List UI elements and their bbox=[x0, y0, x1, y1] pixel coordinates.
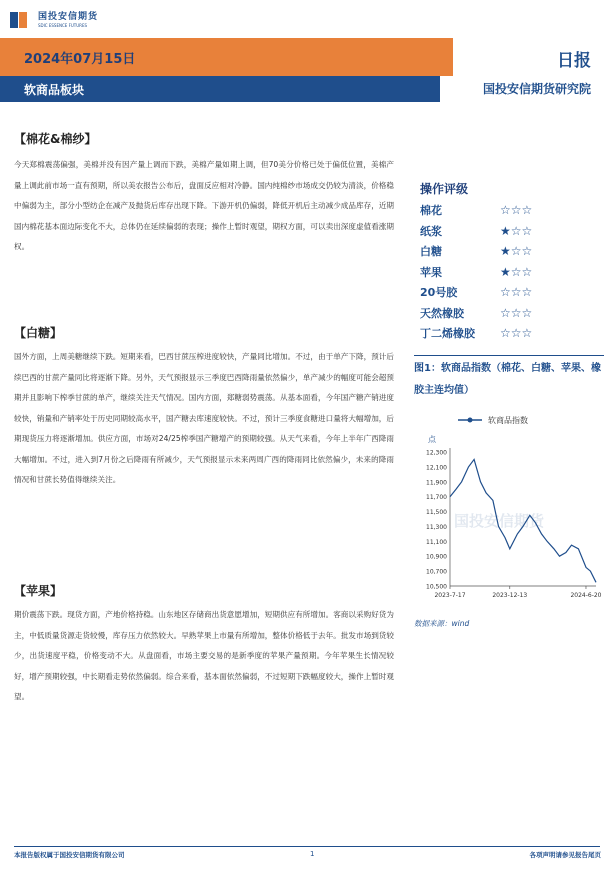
page-number: 1 bbox=[310, 850, 315, 858]
commodity-name: 天然橡胶 bbox=[420, 306, 464, 320]
commodity-name: 白糖 bbox=[420, 245, 442, 259]
star-rating-icon: ★☆☆ bbox=[500, 264, 533, 279]
figure-title: 图1：软商品指数（棉花、白糖、苹果、橡胶主连均值） bbox=[414, 355, 604, 402]
rating-row bbox=[420, 221, 600, 242]
x-tick-label: 2024-6-20 bbox=[570, 592, 602, 599]
section-body: 今天郑棉震荡偏强，美棉并没有因产量上调而下跌，美棉产量如期上调，但70美分价格已处于偏低位置，美棉产量上调此前市场一直有预期，所以美农报告公布后，盘面反应相对冷静。国内纯棉纱市场成交仍较为清淡，价格稳中偏弱为主，部分小型纺企在减产及抛货后库存出现下降。下游开机仍偏弱，降低开机后主动减少成品库存，近期国内棉花基本面边际变化不大，总体仍在延续偏弱的表现；操作上暂时观望，期权方面，可以卖出深度虚值看涨期权。 bbox=[14, 160, 394, 251]
star-rating-icon: ☆☆☆ bbox=[500, 326, 533, 341]
y-tick-label: 11,900 bbox=[426, 479, 447, 487]
x-tick-label: 2023-7-17 bbox=[434, 592, 466, 599]
soft-commodity-chart bbox=[414, 408, 604, 608]
star-rating-icon: ★☆☆ bbox=[500, 223, 533, 238]
commodity-name: 丁二烯橡胶 bbox=[420, 327, 475, 341]
star-rating-icon: ★☆☆ bbox=[500, 244, 533, 259]
section-banner bbox=[0, 76, 440, 102]
copyright-note: 本报告版权属于国投安信期货有限公司 bbox=[14, 851, 125, 859]
rating-row bbox=[420, 262, 600, 283]
y-tick-label: 11,500 bbox=[426, 509, 447, 517]
rating-row bbox=[420, 303, 600, 324]
x-tick-label: 2023-12-13 bbox=[492, 592, 528, 599]
rating-row bbox=[420, 323, 600, 344]
sugar-section bbox=[14, 324, 394, 491]
section-body: 期价震荡下跌。现货方面，产地价格持稳。山东地区存储商出货意愿增加，短期供应有所增加。客商以采购好货为主，中低质量货源走货较慢，库存压力依然较大。早熟苹果上市量有所增加，整体价格低于去年。批发市场到货较少，出货速度平稳，价格变动不大。从盘面看，市场主要交易的是新季度的苹果产量预期。今年苹果生长情况较好，增产预期较强，中长期看走势依然偏弱。综合来看，基本面依然偏弱，不过短期下跌幅度较大，操作上暂时观望。 bbox=[14, 610, 394, 701]
company-logo bbox=[10, 10, 98, 30]
logo-icon bbox=[10, 10, 34, 30]
rating-title: 操作评级 bbox=[420, 182, 469, 196]
commodity-name: 棉花 bbox=[420, 204, 442, 218]
report-type-box bbox=[453, 38, 615, 76]
commodity-name: 20号胶 bbox=[420, 286, 458, 300]
star-rating-icon: ☆☆☆ bbox=[500, 203, 533, 218]
commodity-name: 苹果 bbox=[420, 265, 442, 279]
legend-label: 软商品指数 bbox=[488, 416, 528, 425]
star-rating-icon: ☆☆☆ bbox=[500, 285, 533, 300]
logo-name: 国投安信期货 bbox=[38, 11, 99, 22]
rating-row bbox=[420, 282, 600, 303]
report-date: 2024年07月15日 bbox=[24, 52, 136, 67]
institute-name: 国投安信期货研究院 bbox=[482, 82, 591, 96]
y-tick-label: 12,100 bbox=[426, 464, 447, 472]
y-tick-label: 11,100 bbox=[426, 538, 447, 546]
cotton-section bbox=[14, 130, 394, 258]
section-name: 软商品板块 bbox=[24, 83, 85, 97]
y-axis-unit: 点 bbox=[428, 435, 436, 444]
data-source: 数据来源：wind bbox=[414, 619, 470, 628]
disclaimer-note: 各项声明请参见报告尾页 bbox=[529, 851, 601, 859]
section-title: 【棉花&棉纱】 bbox=[14, 132, 97, 146]
star-rating-icon: ☆☆☆ bbox=[500, 305, 533, 320]
section-body: 国外方面，上周美糖继续下跌。短期来看，巴西甘蔗压榨进度较快，产量同比增加。不过，由于单产下降，预计后续巴西的甘蔗产量同比将逐渐下降。另外，天气预报显示三季度巴西降雨量依然偏少，单产减少的幅度可能会超预期并且影响下榨季甘蔗的单产，继续关注天气情况。国内方面，郑糖弱势震荡。从基本面看，今年国产糖产销进度较快，销量和产销率处于历史同期较高水平，国产糖去库速度较快。不过，预计三季度食糖进口量将大幅增加，后期现货压力将逐渐增加。供应方面，市场对24/25榨季国产糖增产的预期较强。从天气来看，今年上半年广西降雨大幅增加。不过，进入到7月份之后降雨有所减少，天气预报显示未来两周广西的降雨同比依然偏少，未来的降雨情况和甘蔗长势值得继续关注。 bbox=[14, 352, 394, 484]
chart-svg bbox=[414, 408, 604, 608]
y-tick-label: 10,700 bbox=[426, 568, 447, 576]
operation-rating bbox=[420, 180, 600, 344]
commodity-name: 纸浆 bbox=[420, 224, 442, 238]
y-tick-label: 11,300 bbox=[426, 523, 447, 531]
figure bbox=[414, 355, 604, 629]
footer-divider bbox=[14, 846, 600, 847]
y-tick-label: 12,300 bbox=[426, 449, 447, 457]
apple-section bbox=[14, 582, 394, 708]
section-title: 【白糖】 bbox=[14, 326, 63, 340]
y-tick-label: 10,500 bbox=[426, 583, 447, 591]
logo-english-name: SDIC ESSENCE FUTURES bbox=[38, 22, 88, 28]
rating-row bbox=[420, 200, 600, 221]
y-tick-label: 11,700 bbox=[426, 494, 447, 502]
report-type: 日报 bbox=[557, 51, 591, 71]
section-title: 【苹果】 bbox=[14, 584, 63, 598]
y-tick-label: 10,900 bbox=[426, 553, 447, 561]
legend-marker bbox=[468, 418, 473, 423]
watermark: 国投安信期货 bbox=[454, 512, 545, 530]
rating-row bbox=[420, 241, 600, 262]
